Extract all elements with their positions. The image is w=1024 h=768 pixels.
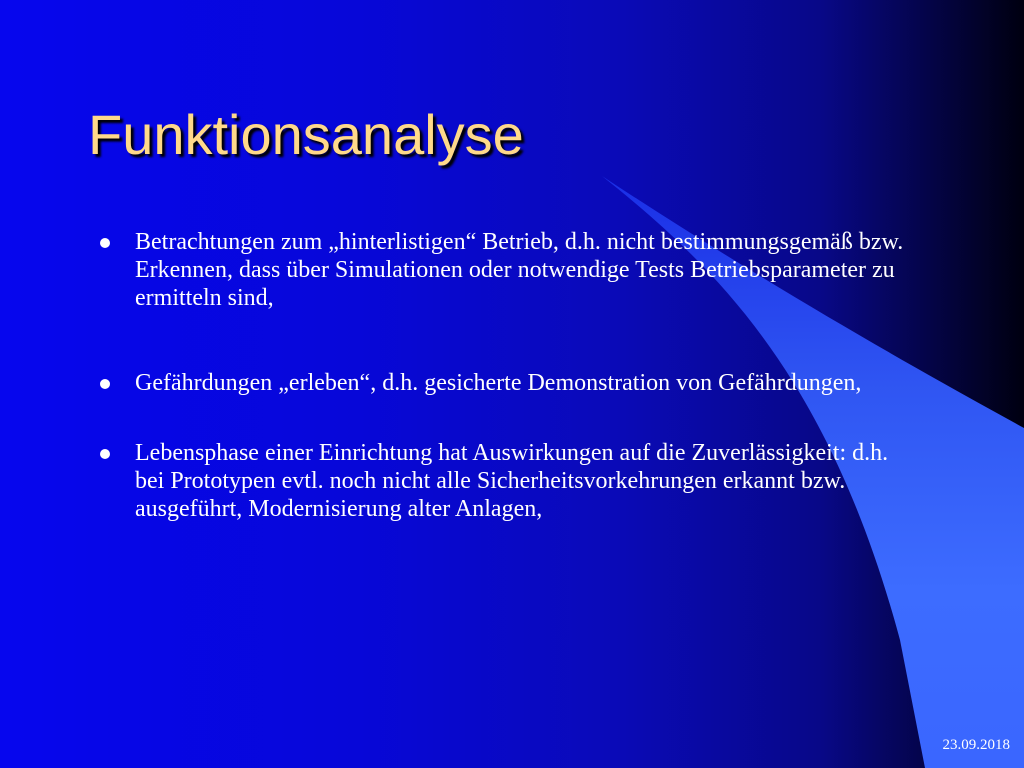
bullet-text: Betrachtungen zum „hinterlistigen“ Betrieb, d.h. nicht bestimmungsgemäß bzw. Erkennen, dass über Simulationen oder notwendige Tests Betriebsparameter zu ermitteln sind, bbox=[135, 229, 904, 311]
bullet-dot-icon bbox=[100, 449, 110, 459]
bullet-text: Gefährdungen „erleben“, d.h. gesicherte Demonstration von Gefährdungen, bbox=[135, 370, 862, 396]
bullet-item bbox=[100, 369, 920, 397]
slide-title: Funktionsanalyse bbox=[88, 103, 524, 166]
bullet-list bbox=[100, 228, 920, 523]
bullet-item bbox=[100, 228, 920, 312]
bullet-item bbox=[100, 439, 920, 523]
bullet-text: Lebensphase einer Einrichtung hat Auswirkungen auf die Zuverlässigkeit: d.h. bei Prototypen evtl. noch nicht alle Sicherheitsvorkehrungen erkannt bzw. ausgeführt, Modernisierung alter Anlagen, bbox=[135, 440, 889, 522]
bullet-dot-icon bbox=[100, 238, 110, 248]
bullet-dot-icon bbox=[100, 379, 110, 389]
footer-date: 23.09.2018 bbox=[942, 737, 1010, 753]
